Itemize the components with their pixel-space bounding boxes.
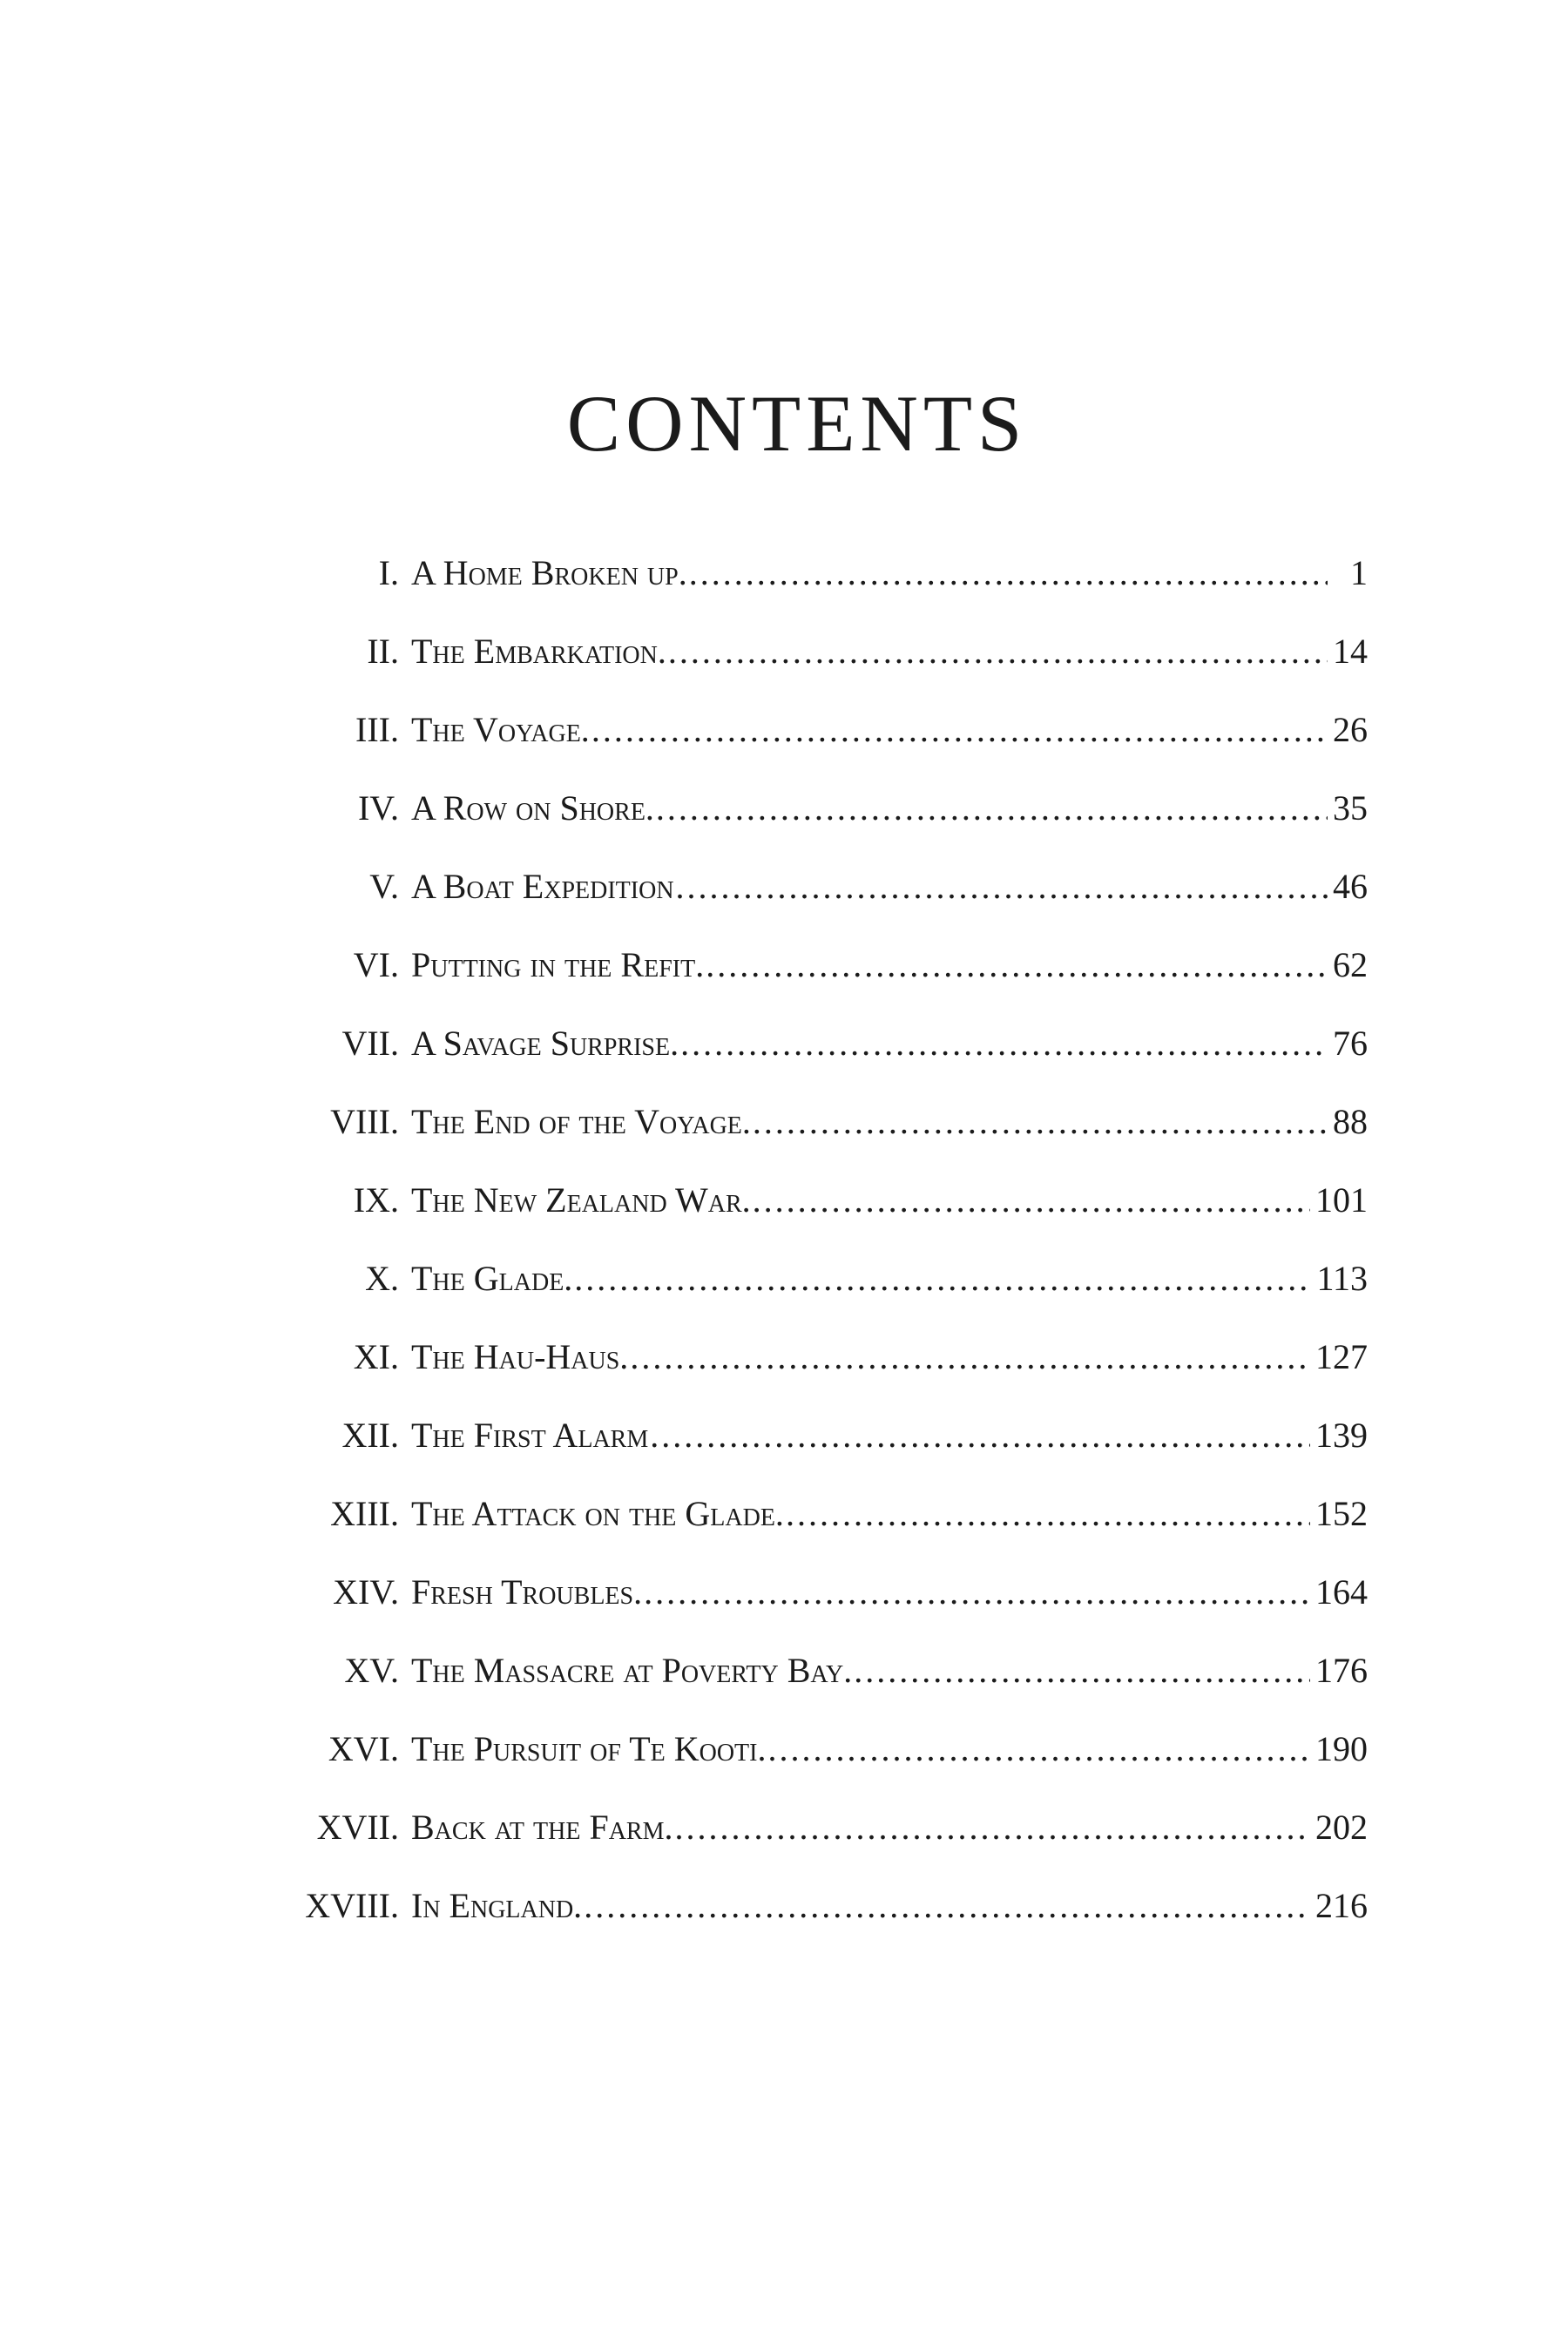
chapter-title: The Embarkation. xyxy=(411,632,666,671)
dot-leader xyxy=(854,1645,1310,1697)
chapter-title: Back at the Farm. xyxy=(411,1808,673,1847)
chapter-number: XI. xyxy=(353,1337,399,1376)
dot-leader xyxy=(644,1566,1310,1619)
page-number: 139 xyxy=(1315,1416,1368,1455)
chapter-title: The Glade. xyxy=(411,1259,573,1298)
page-number: 113 xyxy=(1316,1259,1368,1298)
toc-entry-6[interactable] xyxy=(261,939,1368,991)
chapter-number: XVIII. xyxy=(305,1886,399,1925)
chapter-number: XIV. xyxy=(333,1572,399,1612)
chapter-title: The Massacre at Poverty Bay. xyxy=(411,1651,853,1690)
chapter-title: Putting in the Refit. xyxy=(411,945,705,984)
page-number: 14 xyxy=(1333,632,1368,671)
toc-entry-14[interactable] xyxy=(261,1566,1368,1619)
dot-leader xyxy=(584,1880,1310,1932)
chapter-title: A Savage Surprise. xyxy=(411,1024,679,1063)
toc-entry-10[interactable] xyxy=(261,1253,1368,1305)
contents-heading: CONTENTS xyxy=(566,379,1028,468)
dot-leader xyxy=(574,1253,1311,1305)
toc-entry-11[interactable] xyxy=(261,1331,1368,1383)
chapter-number: IV. xyxy=(357,788,399,828)
toc-entry-1[interactable] xyxy=(261,547,1368,599)
toc-entry-18[interactable] xyxy=(261,1880,1368,1932)
dot-leader xyxy=(668,625,1328,678)
toc-entry-9[interactable] xyxy=(261,1174,1368,1227)
dot-leader xyxy=(656,782,1328,835)
page-number: 88 xyxy=(1333,1102,1368,1141)
toc-entry-8[interactable] xyxy=(261,1096,1368,1148)
dot-leader xyxy=(674,1801,1310,1854)
chapter-number: XVII. xyxy=(316,1808,399,1847)
page-number: 152 xyxy=(1315,1494,1368,1533)
toc-entry-4[interactable] xyxy=(261,782,1368,835)
page-number: 46 xyxy=(1333,867,1368,906)
page-number: 26 xyxy=(1333,710,1368,749)
chapter-number: VII. xyxy=(341,1024,399,1063)
page-number: 202 xyxy=(1315,1808,1368,1847)
page-number: 101 xyxy=(1315,1180,1368,1220)
chapter-title: The Attack on the Glade. xyxy=(411,1494,784,1533)
chapter-title: The First Alarm xyxy=(411,1416,649,1455)
chapter-title: A Home Broken up. xyxy=(411,553,687,592)
chapter-number: I. xyxy=(378,553,399,592)
toc-entry-7[interactable] xyxy=(261,1017,1368,1070)
toc-entry-13[interactable] xyxy=(261,1488,1368,1540)
chapter-number: IX. xyxy=(353,1180,399,1220)
chapter-title: The Hau-Haus. xyxy=(411,1337,629,1376)
toc-entry-16[interactable] xyxy=(261,1723,1368,1775)
chapter-number: II. xyxy=(367,632,399,671)
chapter-title: A Row on Shore. xyxy=(411,788,654,828)
page-number: 176 xyxy=(1315,1651,1368,1690)
chapter-number: VI. xyxy=(353,945,399,984)
toc-entry-17[interactable] xyxy=(261,1801,1368,1854)
dot-leader xyxy=(767,1723,1310,1775)
toc-entry-15[interactable] xyxy=(261,1645,1368,1697)
toc-entry-12[interactable] xyxy=(261,1409,1368,1462)
page-number: 1 xyxy=(1350,553,1368,592)
toc-entry-5[interactable] xyxy=(261,861,1368,913)
page-number: 62 xyxy=(1333,945,1368,984)
chapter-title: The Pursuit of Te Kooti. xyxy=(411,1729,767,1768)
dot-leader xyxy=(706,939,1328,991)
chapter-number: VIII. xyxy=(330,1102,399,1141)
chapter-title: The Voyage. xyxy=(411,710,590,749)
toc-entry-2[interactable] xyxy=(261,625,1368,678)
chapter-title: In England. xyxy=(411,1886,583,1925)
dot-leader xyxy=(591,704,1328,756)
chapter-title: The End of the Voyage. xyxy=(411,1102,751,1141)
dot-leader xyxy=(650,1409,1310,1462)
chapter-number: III. xyxy=(355,710,399,749)
dot-leader xyxy=(753,1096,1328,1148)
chapter-number: XIII. xyxy=(330,1494,399,1533)
toc-entry-3[interactable] xyxy=(261,704,1368,756)
chapter-title: A Boat Expedition xyxy=(411,867,674,906)
page-number: 216 xyxy=(1315,1886,1368,1925)
page-number: 35 xyxy=(1333,788,1368,828)
chapter-number: X. xyxy=(365,1259,399,1298)
dot-leader xyxy=(680,1017,1328,1070)
chapter-number: XVI. xyxy=(328,1729,399,1768)
chapter-title: Fresh Troubles. xyxy=(411,1572,643,1612)
page-number: 164 xyxy=(1315,1572,1368,1612)
page-number: 190 xyxy=(1315,1729,1368,1768)
dot-leader xyxy=(753,1174,1310,1227)
chapter-number: V. xyxy=(369,867,399,906)
page-number: 127 xyxy=(1315,1337,1368,1376)
page-number: 76 xyxy=(1333,1024,1368,1063)
chapter-number: XII. xyxy=(341,1416,399,1455)
dot-leader xyxy=(689,547,1328,599)
dot-leader xyxy=(786,1488,1310,1540)
chapter-number: XV. xyxy=(344,1651,399,1690)
chapter-title: The New Zealand War. xyxy=(411,1180,751,1220)
dot-leader xyxy=(630,1331,1310,1383)
dot-leader xyxy=(676,861,1328,913)
